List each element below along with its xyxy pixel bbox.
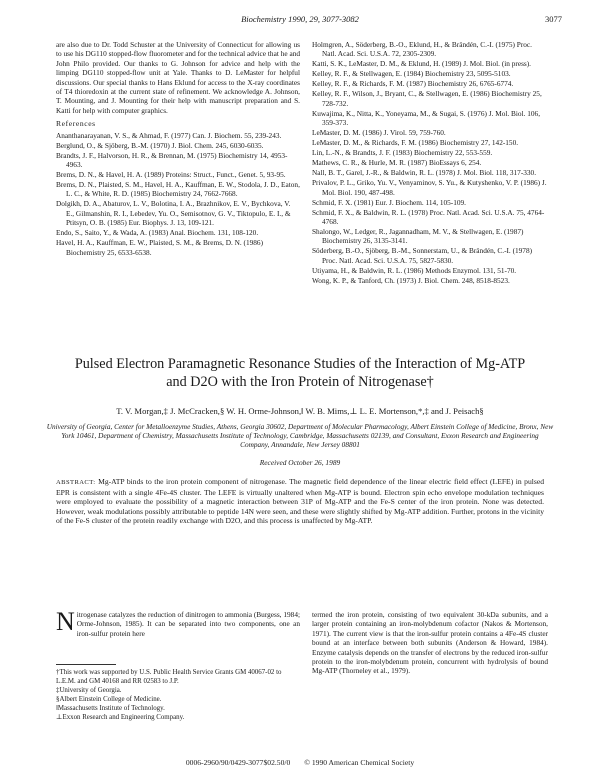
page-number: 3077 bbox=[545, 14, 562, 24]
left-column bbox=[56, 40, 300, 258]
intro-right-text: termed the iron protein, consisting of two equivalent 30-kDa subunits, and a larger protein containing an iron-molybdenum cofactor (Nakos & Mortenson, 1971). The current view is that the iron-sulfur protein contains a 4Fe-4S cluster bound at an interface between both subunits (Anderson & Howard, 1984). Enzyme catalysis depends on the transfer of electrons by the reduced iron-sulfur protein to the iron-molybdenum protein, concurrent with hydrolysis of bound Mg-ATP (Thorneley et al., 1979). bbox=[312, 610, 548, 676]
reference-entry: Holmgren, A., Söderberg, B.-O., Eklund, H., & Brändén, C.-I. (1975) Proc. Natl. Acad. Sci. U.S.A. 72, 2305-2309. bbox=[312, 40, 532, 59]
reference-entry: Mathews, C. R., & Hurle, M. R. (1987) BioEssays 6, 254. bbox=[312, 158, 482, 168]
reference-entry: Kelley, R. F., & Stellwagen, E. (1984) Biochemistry 23, 5095-5103. bbox=[312, 69, 511, 79]
right-column bbox=[312, 40, 548, 286]
intro-left-column bbox=[56, 607, 300, 638]
drop-cap: N bbox=[56, 607, 75, 636]
reference-entry: Brems, D. N., Plaisted, S. M., Havel, H. A., Kauffman, E. W., Stodola, J. D., Eaton, L. C., & White, R. D. (1985) Biochemistry 24, 7662-7668. bbox=[56, 180, 300, 199]
title-line-1: Pulsed Electron Paramagnetic Resonance Studies of the Interaction of Mg-ATP bbox=[74, 356, 526, 372]
footnote-rule bbox=[56, 664, 116, 665]
reference-entry: Kelley, R. F., & Richards, F. M. (1987) Biochemistry 26, 6765-6774. bbox=[312, 79, 514, 89]
reference-entry: Kuwajima, K., Nitta, K., Yoneyama, M., & Sugai, S. (1976) J. Mol. Biol. 106, 359-373. bbox=[312, 108, 541, 128]
reference-entry: Katti, S. K., LeMaster, D. M., & Eklund, H. (1989) J. Mol. Biol. (in press). bbox=[312, 59, 532, 69]
reference-entry: Söderberg, B.-O., Sjöberg, B.-M., Sonnerstam, U., & Brändén, C.-I. (1978) Proc. Natl. Acad. Sci. U.S.A. 75, 5827-5830. bbox=[312, 246, 533, 265]
journal-citation: Biochemistry 1990, 29, 3077-3082 bbox=[241, 14, 359, 24]
reference-entry: LeMaster, D. M. (1986) J. Virol. 59, 759-760. bbox=[312, 128, 446, 138]
reference-entry: Brems, D. N., & Havel, H. A. (1989) Proteins: Struct., Funct., Genet. 5, 93-95. bbox=[56, 170, 286, 180]
abstract bbox=[56, 477, 544, 526]
footnote: §Albert Einstein College of Medicine. bbox=[56, 696, 162, 703]
reference-entry: Shalongo, W., Ledger, R., Jagannadham, M. V., & Stellwagen, E. (1987) Biochemistry 26, 3135-3141. bbox=[312, 227, 524, 246]
reference-entry: Berglund, O., & Sjöberg, B.-M. (1970) J. Biol. Chem. 245, 6030-6035. bbox=[56, 140, 264, 150]
reference-entry: Privalov, P. L., Griko, Yu. V., Venyaminov, S. Yu., & Kutyshenko, V. P. (1986) J. Mol. Biol. 190, 487-498. bbox=[312, 178, 547, 197]
abstract-text: Mg-ATP binds to the iron protein component of nitrogenase. The magnetic field dependence of the linear electric field effect (LEFE) in pulsed EPR is consistent with a single 4Fe-4S cluster. The LEFE is virtually unaltered when Mg-ATP is bound. Electron spin echo envelope modulation techniques were employed to evaluate the possibility of a magnetic interaction between 31P of Mg-ATP and the Fe-S center of the iron protein. None was detected. However, weak modulations possibly attributable to peptide 14N were seen, and these were slightly shifted by Mg-ATP addition. Further, protons in the vicinity of the Fe-S cluster of the protein readily exchange with D2O, and this process is unaffected by Mg-ATP. bbox=[56, 477, 544, 525]
running-header bbox=[0, 14, 600, 30]
reference-entry: Kelley, R. F., Wilson, J., Bryant, C., & Stellwagen, E. (1986) Biochemistry 25, 728-732. bbox=[312, 89, 542, 108]
issn-code: 0006-2960/90/0429-3077$02.50/0 bbox=[185, 758, 291, 767]
footnote: ‖Massachusetts Institute of Technology. bbox=[56, 705, 165, 712]
reference-entry: Endo, S., Saito, Y., & Wada, A. (1983) Anal. Biochem. 131, 108-120. bbox=[56, 228, 259, 238]
reference-entry: Schmid, F. X., & Baldwin, R. L. (1978) Proc. Natl. Acad. Sci. U.S.A. 75, 4764-4768. bbox=[312, 207, 545, 227]
affiliations: University of Georgia, Center for Metalloenzyme Studies, Athens, Georgia 30602, Department of Molecular Pharmacology, Albert Einstein College of Medicine, Bronx, New York 10461, Department of Chemistry, Massachusetts Institute of Technology, Cambridge, Massachusetts 02139, and Consultant, Exxon Research and Engineering Company, Annandale, New Jersey 08801 bbox=[46, 422, 554, 449]
acknowledgment-text: are also due to Dr. Todd Schuster at the University of Connecticut for allowing us to use his DG110 stopped-flow fluorometer and for the technical advice that he and John Philo provided. Our thanks to G. Johnson for advice and help with the limping DG110 stopped-flow unit at Yale. Thanks to D. LeMaster for helpful discussions. Our special thanks to Hans Eklund for access to the X-ray coordinates of T4 thioredoxin at the current state of refinement. We acknowledge A. Johnson, T. Mounting, and J. Mounting for their help with manuscript preparation and S. Katti for help with computer graphics. bbox=[56, 40, 300, 115]
left-reference-list bbox=[56, 131, 300, 257]
received-date: Received October 26, 1989 bbox=[259, 458, 341, 467]
footnote: ‡University of Georgia. bbox=[56, 687, 122, 694]
article-title bbox=[40, 355, 560, 391]
reference-entry: Dolgikh, D. A., Abaturov, L. V., Bolotina, I. A., Brazhnikov, E. V., Bychkova, V. E., Gilmanshin, R. I., Lebedev, Yu. O., Semisotnov, G. V., Tiktopulo, E. I., & Ptitsyn, O. B. (1985) Eur. Biophys. J. 13, 109-121. bbox=[56, 199, 291, 228]
reference-entry: Brandts, J. F., Halvorson, H. R., & Brennan, M. (1975) Biochemistry 14, 4953-4963. bbox=[56, 150, 288, 170]
reference-entry: Ananthanarayanan, V. S., & Ahmad, F. (1977) Can. J. Biochem. 55, 239-243. bbox=[56, 130, 282, 140]
abstract-label: ABSTRACT: bbox=[56, 479, 96, 486]
reference-entry: LeMaster, D. M., & Richards, F. M. (1986) Biochemistry 27, 142-150. bbox=[312, 138, 519, 148]
footnote: ⊥Exxon Research and Engineering Company. bbox=[56, 714, 185, 721]
copyright-notice: © 1990 American Chemical Society bbox=[304, 758, 415, 767]
reference-entry: Havel, H. A., Kauffman, E. W., Plaisted, S. M., & Brems, D. N. (1986) Biochemistry 25, 6533-6538. bbox=[56, 238, 263, 257]
reference-entry: Utiyama, H., & Baldwin, R. L. (1986) Methods Enzymol. 131, 51-70. bbox=[312, 265, 517, 275]
footnotes bbox=[56, 668, 300, 722]
right-reference-list bbox=[312, 40, 548, 285]
intro-left-text: itrogenase catalyzes the reduction of dinitrogen to ammonia (Burgess, 1984; Orme-Johnson, 1985). It can be separated into two components, one an iron-sulfur protein here bbox=[76, 610, 300, 638]
reference-entry: Lin, L.-N., & Brandts, J. F. (1983) Biochemistry 22, 553-559. bbox=[312, 148, 493, 158]
reference-entry: Nall, B. T., Garel, J.-R., & Baldwin, R. L. (1978) J. Mol. Biol. 118, 317-330. bbox=[312, 168, 537, 178]
author-list: T. V. Morgan,‡ J. McCracken,§ W. H. Orme-Johnson,‖ W. B. Mims,⊥ L. E. Mortenson,*,‡ and J. Peisach§ bbox=[116, 406, 484, 416]
reference-entry: Wong, K. P., & Tanford, Ch. (1973) J. Biol. Chem. 248, 8518-8523. bbox=[312, 275, 510, 285]
title-line-2: and D2O with the Iron Protein of Nitrogenase† bbox=[166, 374, 434, 390]
references-heading: References bbox=[56, 119, 96, 129]
footnote: †This work was supported by U.S. Public Health Service Grants GM 40067-02 to L.E.M. and GM 40168 and RR 02583 to J.P. bbox=[56, 669, 282, 685]
reference-entry: Schmid, F. X. (1981) Eur. J. Biochem. 114, 105-109. bbox=[312, 197, 466, 207]
page-footer bbox=[0, 758, 600, 767]
